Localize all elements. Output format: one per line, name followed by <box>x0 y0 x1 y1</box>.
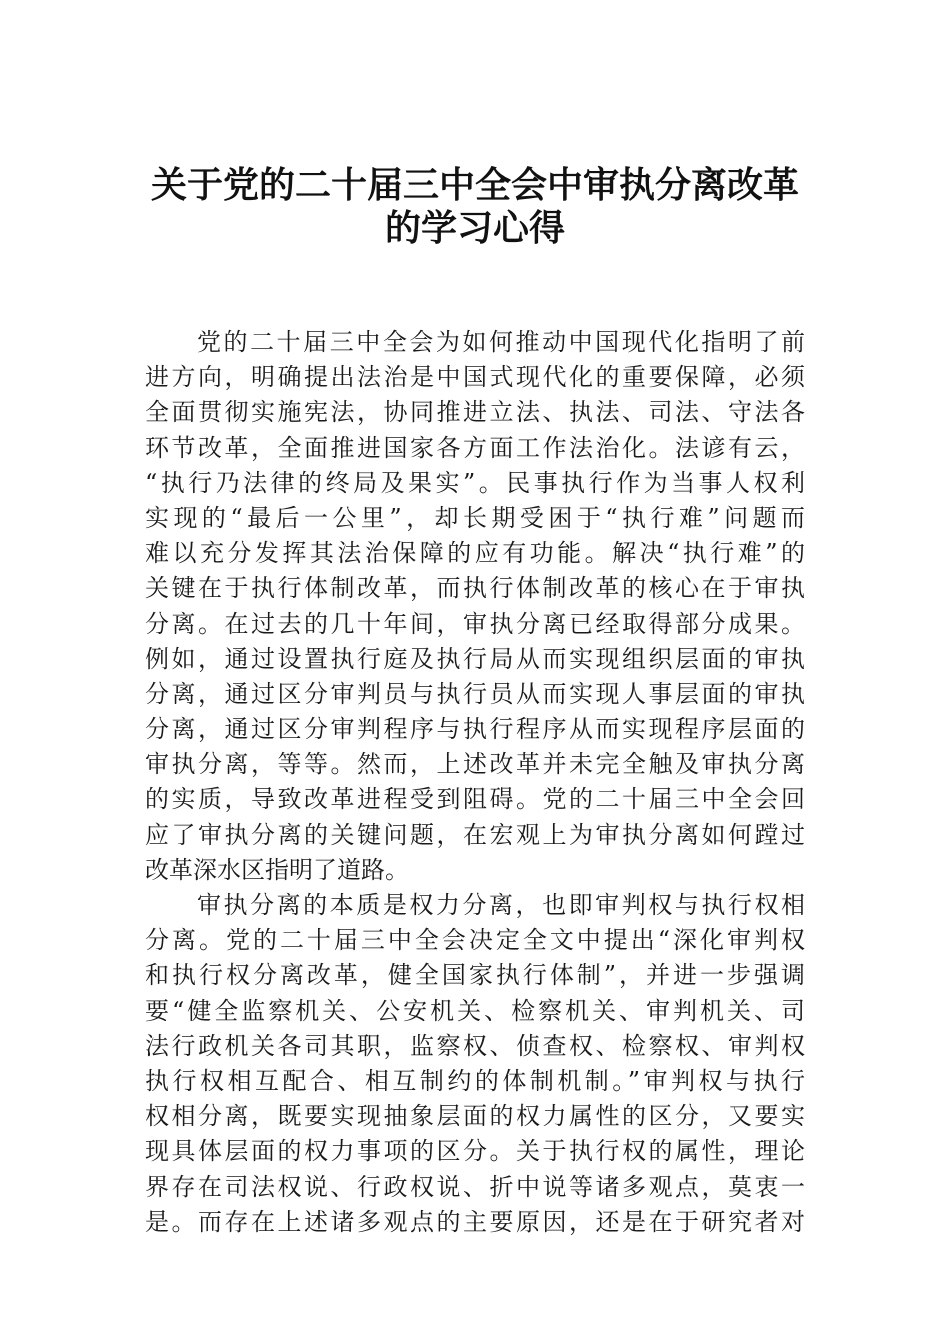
paragraph-2 <box>145 888 805 1240</box>
paragraph-line: 现具体层面的权力事项的区分。关于执行权的属性，理论 <box>145 1137 805 1166</box>
document-title-line-2: 的学习心得 <box>384 207 565 249</box>
paragraph-line: 全面贯彻实施宪法，协同推进立法、执法、司法、守法各 <box>145 398 805 427</box>
paragraph-line: 难以充分发挥其法治保障的应有功能。解决“执行难”的 <box>145 539 805 568</box>
paragraph-line: 分离，通过区分审判程序与执行程序从而实现程序层面的 <box>145 715 805 744</box>
document-title-line-1: 关于党的二十届三中全会中审执分离改革 <box>150 164 799 206</box>
paragraph-line: 环节改革，全面推进国家各方面工作法治化。法谚有云， <box>145 433 805 462</box>
paragraph-line: 进方向，明确提出法治是中国式现代化的重要保障，必须 <box>145 363 805 392</box>
paragraph-line: 审执分离的本质是权力分离，也即审判权与执行权相 <box>197 891 805 919</box>
paragraph-line: 应了审执分离的关键问题，在宏观上为审执分离如何蹚过 <box>145 820 805 849</box>
paragraph-line: 分离。党的二十届三中全会决定全文中提出“深化审判权 <box>145 926 805 955</box>
paragraph-line: 界存在司法权说、行政权说、折中说等诸多观点，莫衷一 <box>145 1172 805 1201</box>
paragraph-line: 实现的“最后一公里”，却长期受困于“执行难”问题而 <box>145 503 805 532</box>
paragraph-line: 的实质，导致改革进程受到阻碍。党的二十届三中全会回 <box>145 785 805 814</box>
paragraph-line: 要“健全监察机关、公安机关、检察机关、审判机关、司 <box>145 996 805 1025</box>
paragraph-line: 分离。在过去的几十年间，审执分离已经取得部分成果。 <box>145 609 805 638</box>
paragraph-line: 权相分离，既要实现抽象层面的权力属性的区分，又要实 <box>145 1102 805 1131</box>
paragraph-line: “执行乃法律的终局及果实”。民事执行作为当事人权利 <box>145 468 805 497</box>
paragraph-line: 审执分离，等等。然而，上述改革并未完全触及审执分离 <box>145 750 805 779</box>
paragraph-line: 法行政机关各司其职，监察权、侦查权、检察权、审判权 <box>145 1031 805 1060</box>
document-body <box>145 325 805 1240</box>
paragraph-line: 执行权相互配合、相互制约的体制机制。”审判权与执行 <box>145 1066 805 1095</box>
paragraph-line: 例如，通过设置执行庭及执行局从而实现组织层面的审执 <box>145 644 805 673</box>
paragraph-1 <box>145 325 805 888</box>
paragraph-line: 党的二十届三中全会为如何推动中国现代化指明了前 <box>197 328 805 356</box>
paragraph-line: 分离，通过区分审判员与执行员从而实现人事层面的审执 <box>145 679 805 708</box>
paragraph-line: 关键在于执行体制改革，而执行体制改革的核心在于审执 <box>145 574 805 603</box>
paragraph-line: 和执行权分离改革，健全国家执行体制”，并进一步强调 <box>145 961 805 990</box>
paragraph-line: 改革深水区指明了道路。 <box>145 855 409 884</box>
paragraph-line: 是。而存在上述诸多观点的主要原因，还是在于研究者对 <box>145 1207 805 1236</box>
